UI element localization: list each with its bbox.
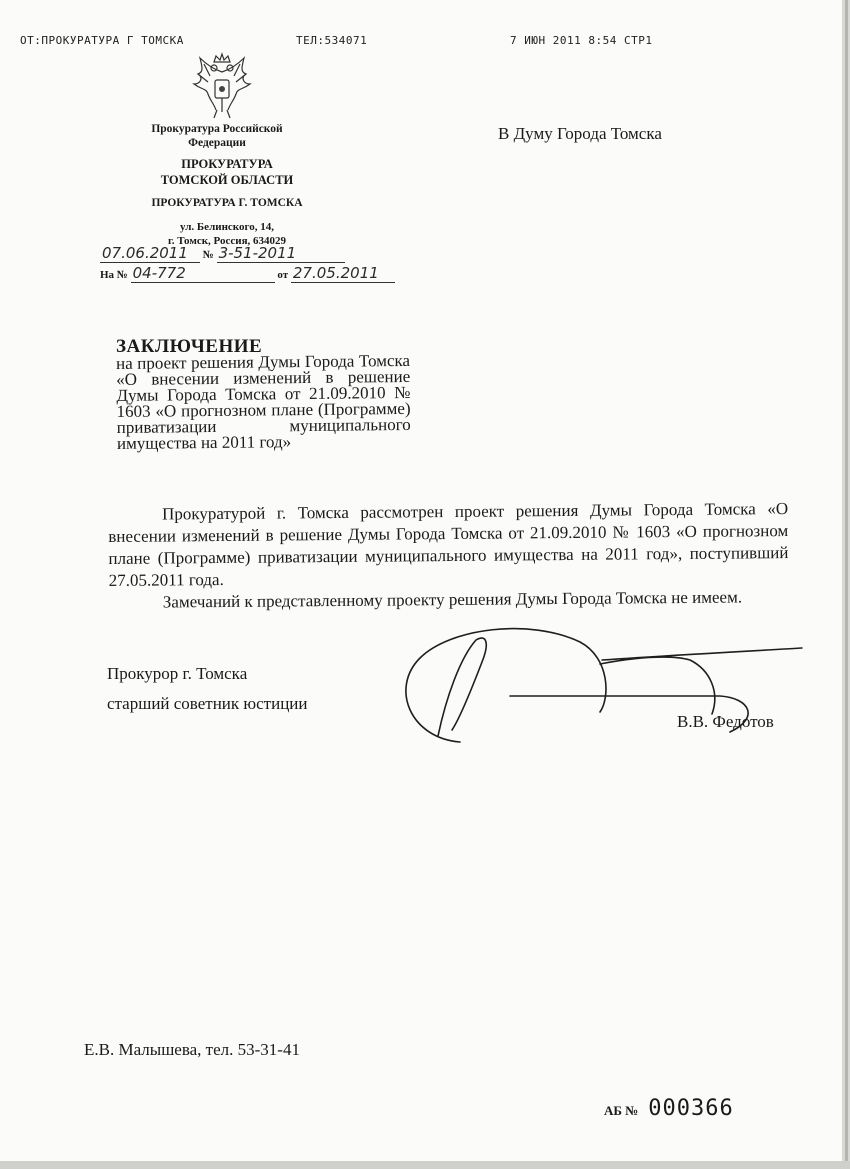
fax-sender: ОТ:ПРОКУРАТУРА Г ТОМСКА bbox=[20, 34, 184, 47]
letterhead-line: ПРОКУРАТУРА Г. ТОМСКА bbox=[151, 197, 303, 209]
document-subject: на проект решения Думы Города Томска «О внесении изменений в решение Думы Города Томска от 21.09.2010 № 1603 «О прогнозном плане (Программе) приватизации муниципального имущества на 2011 год» bbox=[115, 350, 411, 453]
signer-rank: старший советник юстиции bbox=[107, 694, 308, 713]
reference-from: от bbox=[277, 269, 289, 281]
address-line: ул. Белинского, 14, bbox=[180, 221, 274, 233]
reference-prefix: На № bbox=[100, 269, 128, 281]
executor-contact: Е.В. Малышева, тел. 53-31-41 bbox=[84, 1040, 300, 1059]
scan-bottom-artifact bbox=[0, 1161, 850, 1169]
scan-edge-artifact bbox=[836, 0, 850, 1169]
registration-row bbox=[100, 244, 345, 263]
letterhead-line: ПРОКУРАТУРА bbox=[181, 157, 273, 171]
outgoing-date: 07.06.2011 bbox=[100, 244, 200, 263]
outgoing-number: 3-51-2011 bbox=[217, 244, 345, 263]
letterhead-line: Прокуратура Российской bbox=[151, 123, 283, 135]
form-serial-number bbox=[604, 1096, 734, 1121]
signer-name: В.В. Федотов bbox=[677, 712, 774, 731]
coat-of-arms-icon bbox=[186, 52, 258, 124]
body-paragraph: Прокуратурой г. Томска рассмотрен проект решения Думы Города Томска «О внесении изменений в решение Думы Города Томска от 21.09.2010 № 1603 «О прогнозном плане (Программе) приватизации муниципального имущества на 2011 год», поступивший 27.05.2011 года. bbox=[108, 499, 789, 590]
reference-date: 27.05.2011 bbox=[291, 264, 395, 283]
address-line: г. Томск, Россия, 634029 bbox=[167, 235, 287, 247]
addressee: В Думу Города Томска bbox=[498, 124, 662, 143]
fax-header bbox=[20, 34, 720, 50]
letterhead-line: ТОМСКОЙ ОБЛАСТИ bbox=[160, 173, 294, 187]
letterhead-line: Федерации bbox=[188, 137, 246, 149]
serial-label: АБ № bbox=[604, 1103, 639, 1118]
fax-phone: ТЕЛ:534071 bbox=[296, 34, 368, 47]
reference-number: 04-772 bbox=[131, 264, 275, 283]
serial-number: 000366 bbox=[648, 1096, 734, 1121]
reference-row bbox=[100, 264, 395, 283]
document-body bbox=[108, 498, 789, 614]
document-title: ЗАКЛЮЧЕНИЕ bbox=[116, 336, 263, 357]
signer-position: Прокурор г. Томска bbox=[107, 664, 248, 683]
issuer-letterhead bbox=[92, 122, 362, 248]
letterhead-organization bbox=[92, 156, 362, 188]
fax-datetime: 7 ИЮН 2011 8:54 СТР1 bbox=[510, 34, 653, 47]
number-sign: № bbox=[202, 249, 214, 261]
body-paragraph: Замечаний к представленному проекту решения Думы Города Томска не имеем. bbox=[162, 587, 743, 612]
